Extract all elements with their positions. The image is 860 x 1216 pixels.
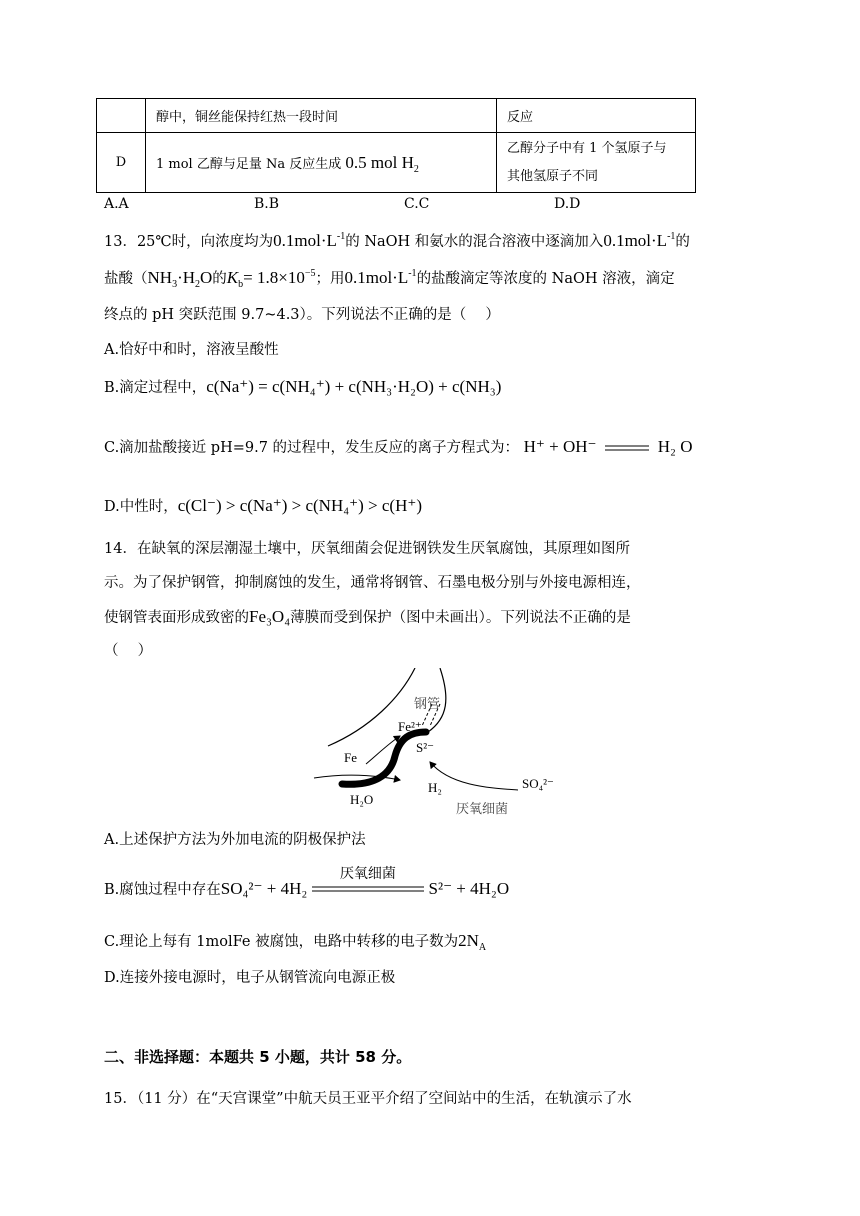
text: 的盐酸滴定等浓度的 NaOH 溶液，滴定 <box>416 271 675 287</box>
math-text: O <box>200 268 213 287</box>
s2-label: S²⁻ <box>416 740 434 755</box>
math-text: ·H <box>177 268 196 287</box>
math-text: = 1.8×10 <box>243 268 305 287</box>
condition-label: 厌氧细菌 <box>339 866 396 882</box>
bacteria-label: 厌氧细菌 <box>456 802 509 817</box>
so4-arrow <box>430 762 518 790</box>
math-sub: b <box>238 279 244 290</box>
cell-line: 其他氢原子不同 <box>507 168 599 184</box>
option-d[interactable]: D.D <box>554 196 581 212</box>
corrosion-diagram <box>300 668 570 820</box>
conc-math <box>603 231 675 250</box>
option-a[interactable]: A.A <box>104 196 129 212</box>
q13-option-c[interactable] <box>104 436 692 459</box>
q14-option-d[interactable]: D.连接外接电源时，电子从钢管流向电源正极 <box>104 970 396 986</box>
q15-stem-line1: 15．（11 分）在“天宫课堂”中航天员王亚平介绍了空间站中的生活，在轨演示了水 <box>104 1091 632 1107</box>
table-cell <box>146 133 497 193</box>
table-cell <box>497 133 696 193</box>
equals-sign-icon <box>312 885 424 895</box>
cell-line: 乙醇分子中有 1 个氢原子与 <box>507 140 667 156</box>
q14-option-c[interactable] <box>104 930 486 953</box>
math-sup: -1 <box>336 231 346 242</box>
math-sup: -1 <box>408 268 417 279</box>
equals-sign-icon <box>605 443 649 453</box>
table-row <box>97 133 696 193</box>
text: C.理论上每有 1molFe 被腐蚀，电路中转移的电子数为 <box>104 934 459 950</box>
option-c[interactable]: C.C <box>404 196 430 212</box>
q14-stem-line4: （ ） <box>104 643 153 659</box>
option-math: H₂ O <box>657 437 693 456</box>
table-cell: D <box>97 133 146 193</box>
table-cell: 醇中，铜丝能保持红热一段时间 <box>146 99 497 133</box>
na-math <box>458 931 487 953</box>
math-sub: 2 <box>413 163 419 175</box>
q13-option-b[interactable] <box>104 376 501 399</box>
math-text: K <box>226 268 239 287</box>
text: 使钢管表面形成致密的 <box>104 610 249 626</box>
math-sup: -1 <box>667 231 676 242</box>
q14-option-b[interactable] <box>104 866 510 901</box>
conc-math <box>273 231 345 250</box>
q13-stem-line2 <box>104 267 675 290</box>
kb-math <box>226 268 316 290</box>
text: 的 <box>212 271 227 287</box>
cell-text: 1 mol 乙醇与足量 Na 反应生成 <box>156 156 342 172</box>
h2-label: H₂ <box>428 780 442 795</box>
conc-math <box>344 268 416 287</box>
text: ；用 <box>315 271 345 287</box>
text: B.滴定过程中， <box>104 380 207 396</box>
q14-option-a[interactable]: A.上述保护方法为外加电流的阴极保护法 <box>104 832 366 848</box>
cell-math <box>345 152 419 175</box>
math-text: 2N <box>458 931 479 950</box>
q13-option-a[interactable]: A.恰好中和时，溶液呈酸性 <box>104 342 279 358</box>
option-math: c(Na⁺) = c(NH₄⁺) + c(NH₃·H₂O) + c(NH₃) <box>206 377 502 396</box>
option-math: c(Cl⁻) > c(Na⁺) > c(NH₄⁺) > c(H⁺) <box>177 496 422 515</box>
q14-stem-line2: 示。为了保护钢管，抑制腐蚀的发生，通常将钢管、石墨电极分别与外接电源相连， <box>104 575 641 591</box>
text: 的 NaOH 和氨水的混合溶液中逐滴加入 <box>345 234 604 250</box>
q13-stem-line1 <box>104 230 690 253</box>
text: 13．25℃时，向浓度均为 <box>104 234 274 250</box>
math-text: 0.5 mol H <box>345 152 414 172</box>
table-cell: 反应 <box>497 99 696 133</box>
math-text: 0.1mol·L <box>603 231 668 250</box>
option-b[interactable]: B.B <box>254 196 280 212</box>
nh3h2o-math <box>147 268 213 290</box>
q13-option-d[interactable] <box>104 495 422 518</box>
section-heading: 二、非选择题：本题共 5 小题，共计 58 分。 <box>104 1048 412 1066</box>
math-text: NH <box>147 268 173 287</box>
table-cell <box>97 99 146 133</box>
text: 的 <box>675 234 690 250</box>
option-math: SO₄²⁻ + 4H₂ <box>220 879 308 898</box>
option-math: S²⁻ + 4H₂O <box>428 879 510 898</box>
text: B.腐蚀过程中存在 <box>104 882 221 898</box>
pipe-outline <box>328 668 415 746</box>
answer-table <box>96 98 696 193</box>
h2o-label: H₂O <box>350 792 374 807</box>
math-sub: A <box>478 942 487 953</box>
text: D.中性时， <box>104 499 178 515</box>
q14-stem-line3 <box>104 606 631 629</box>
table-row <box>97 99 696 133</box>
fe2-label: Fe²⁺ <box>398 719 422 734</box>
text: C.滴加盐酸接近 pH=9.7 的过程中，发生反应的离子方程式为： <box>104 440 520 456</box>
q14-stem-line1: 14．在缺氧的深层潮湿土壤中，厌氧细菌会促进钢铁发生厌氧腐蚀，其原理如图所 <box>104 541 630 557</box>
pipe-label: 钢管 <box>414 697 441 712</box>
math-sub: 2 <box>195 279 201 290</box>
fe-label: Fe <box>344 750 357 765</box>
text: 薄膜而受到保护（图中未画出）。下列说法不正确的是 <box>290 610 631 626</box>
math-sup: −5 <box>304 268 316 279</box>
reaction-arrow <box>312 866 424 901</box>
so4-label: SO₄²⁻ <box>522 776 554 791</box>
option-math: H⁺ + OH⁻ <box>523 437 597 456</box>
math-text: 0.1mol·L <box>273 231 337 250</box>
text: 盐酸（ <box>104 271 148 287</box>
math-text: 0.1mol·L <box>344 268 409 287</box>
fe3o4-math: Fe₃O₄ <box>249 607 291 626</box>
math-sub: 3 <box>172 279 178 290</box>
q13-stem-line3: 终点的 pH 突跃范围 9.7~4.3）。下列说法不正确的是（ ） <box>104 307 500 323</box>
